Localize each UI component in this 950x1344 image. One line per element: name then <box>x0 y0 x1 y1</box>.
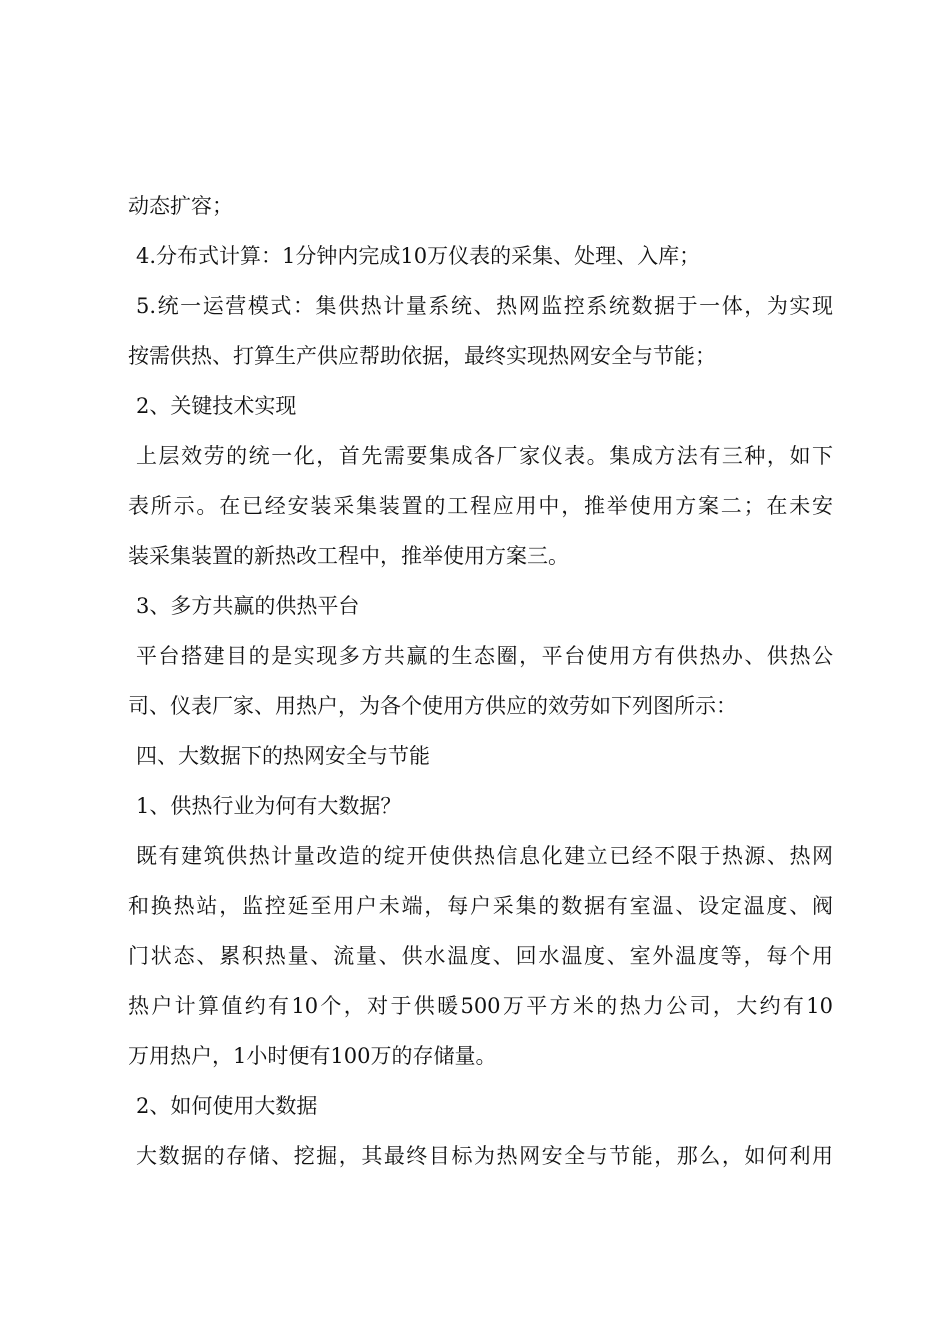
paragraph-line: 热户计算值约有10个，对于供暖500万平方米的热力公司，大约有10 <box>128 994 833 1018</box>
list-item: 5.统一运营模式：集供热计量系统、热网监控系统数据于一体，为实现 <box>136 294 833 318</box>
paragraph-line: 动态扩容； <box>128 194 233 218</box>
section-heading: 2、关键技术实现 <box>136 394 297 418</box>
section-heading: 1、供热行业为何有大数据？ <box>136 794 402 818</box>
paragraph-line: 司、仪表厂家、用热户，为各个使用方供应的效劳如下列图所示： <box>128 694 737 718</box>
paragraph-line: 上层效劳的统一化，首先需要集成各厂家仪表。集成方法有三种，如下 <box>136 444 833 468</box>
paragraph-line: 按需供热、打算生产供应帮助依据，最终实现热网安全与节能； <box>128 344 716 368</box>
paragraph-line: 既有建筑供热计量改造的绽开使供热信息化建立已经不限于热源、热网 <box>136 844 833 868</box>
paragraph-line: 门状态、累积热量、流量、供水温度、回水温度、室外温度等，每个用 <box>128 944 833 968</box>
paragraph-line: 平台搭建目的是实现多方共赢的生态圈，平台使用方有供热办、供热公 <box>136 644 833 668</box>
list-item: 4.分布式计算：1分钟内完成10万仪表的采集、处理、入库； <box>136 244 701 268</box>
paragraph-line: 和换热站，监控延至用户未端，每户采集的数据有室温、设定温度、阀 <box>128 894 833 918</box>
section-heading: 四、大数据下的热网安全与节能 <box>136 744 430 768</box>
section-heading: 2、如何使用大数据 <box>136 1094 318 1118</box>
paragraph-line: 万用热户，1小时便有100万的存储量。 <box>128 1044 497 1068</box>
paragraph-line: 表所示。在已经安装采集装置的工程应用中，推举使用方案二；在未安 <box>128 494 833 518</box>
paragraph-line: 装采集装置的新热改工程中，推举使用方案三。 <box>128 544 569 568</box>
paragraph-line: 大数据的存储、挖掘，其最终目标为热网安全与节能，那么，如何利用 <box>136 1144 833 1168</box>
section-heading: 3、多方共赢的供热平台 <box>136 594 360 618</box>
